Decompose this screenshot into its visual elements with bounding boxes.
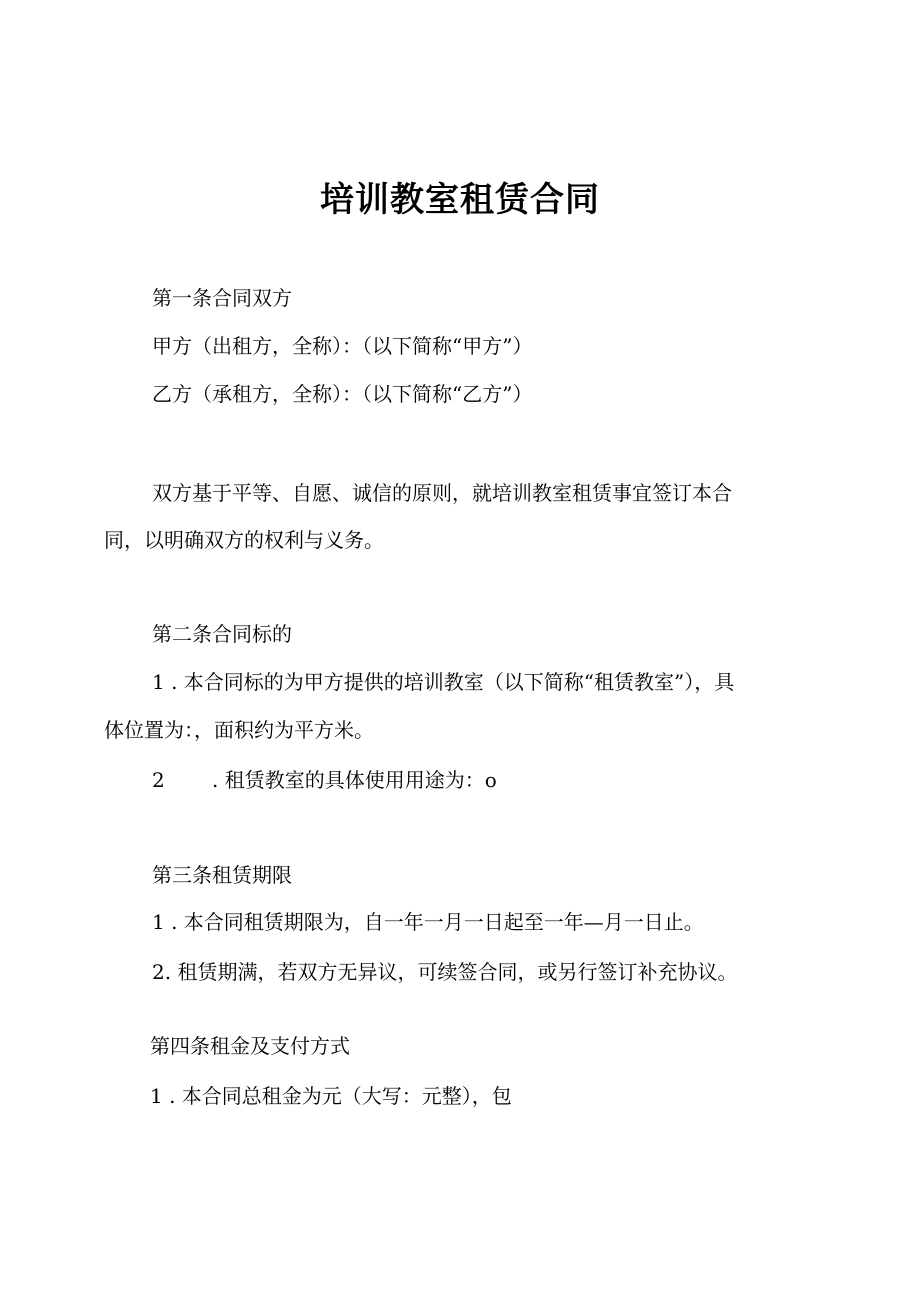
article-4-item-1: 1 . 本合同总租金为元（大写：元整），包: [150, 1084, 512, 1108]
article-2-item-2-number: 2: [152, 768, 165, 792]
preamble-line-2: 同，以明确双方的权利与义务。: [104, 528, 384, 552]
article-2-heading: 第二条合同标的: [152, 622, 292, 646]
party-a-line: 甲方（出租方，全称）：（以下简称“甲方”）: [152, 334, 533, 358]
article-3-item-1: 1 . 本合同租赁期限为，自一年一月一日起至一年—月一日止。: [152, 910, 704, 934]
article-4-heading: 第四条租金及支付方式: [150, 1034, 350, 1058]
article-2-item-2-text: . 租赁教室的具体使用用途为：o: [212, 768, 497, 792]
article-2-item-1-line-2: 体位置为：，面积约为平方米。: [104, 718, 374, 742]
article-3-item-2: 2. 租赁期满，若双方无异议，可续签合同，或另行签订补充协议。: [152, 960, 738, 984]
document-title: 培训教室租赁合同: [320, 180, 600, 220]
article-1-heading: 第一条合同双方: [152, 286, 292, 310]
article-2-item-1-line-1: 1 . 本合同标的为甲方提供的培训教室（以下简称“租赁教室”），具: [152, 670, 735, 694]
party-b-line: 乙方（承租方，全称）：（以下简称“乙方”）: [152, 382, 533, 406]
preamble-line-1: 双方基于平等、自愿、诚信的原则，就培训教室租赁事宜签订本合: [152, 481, 732, 505]
article-3-heading: 第三条租赁期限: [152, 863, 292, 887]
